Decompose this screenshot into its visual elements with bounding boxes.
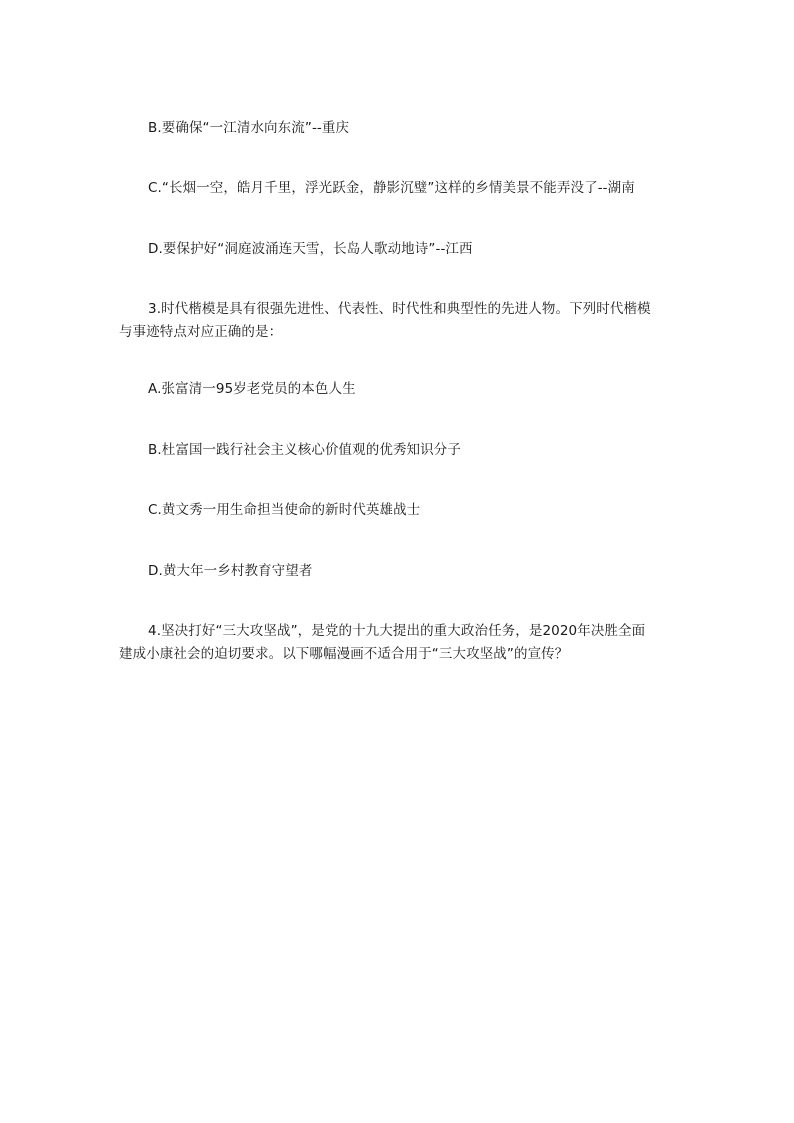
q3-option-d: D.黄大年一乡村教育守望者 [148, 563, 313, 579]
q4-stem-line2: 建成小康社会的迫切要求。以下哪幅漫画不适合用于“三大攻坚战”的宣传？ [119, 646, 569, 662]
q2-option-c: C.“长烟一空，皓月千里，浮光跃金，静影沉璧”这样的乡情美景不能弄没了--湖南 [148, 180, 635, 196]
q3-stem-line2: 与事迹特点对应正确的是： [119, 324, 283, 340]
q3-option-b: B.杜富国一践行社会主义核心价值观的优秀知识分子 [148, 442, 461, 458]
q4-stem-line1: 4.坚决打好“三大攻坚战”，是党的十九大提出的重大政治任务，是2020年决胜全面 [148, 623, 646, 639]
q3-stem-line1: 3.时代楷模是具有很强先进性、代表性、时代性和典型性的先进人物。下列时代楷模 [148, 301, 651, 317]
q3-option-a: A.张富清一95岁老党员的本色人生 [148, 381, 356, 397]
q3-option-c: C.黄文秀一用生命担当使命的新时代英雄战士 [148, 502, 421, 518]
q2-option-b: B.要确保“一江清水向东流”--重庆 [148, 120, 350, 136]
q2-option-d: D.要保护好“洞庭波涌连天雪，长岛人歌动地诗”--江西 [148, 241, 473, 257]
